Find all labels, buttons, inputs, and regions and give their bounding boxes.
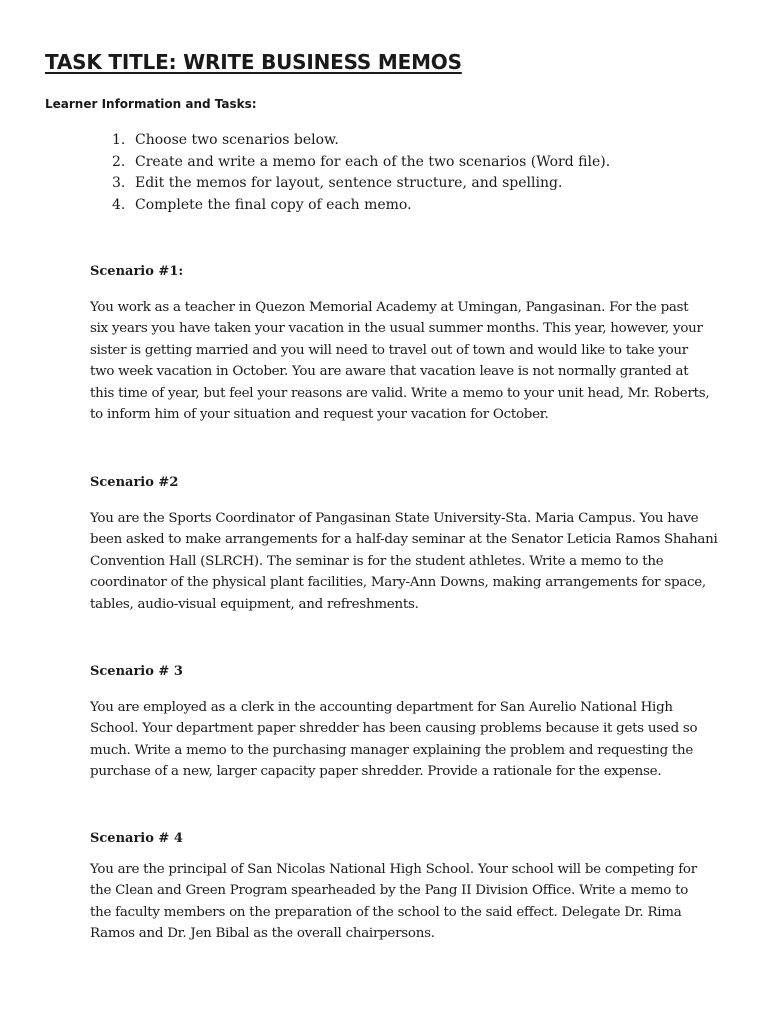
paragraph-line: this time of year, but feel your reasons are valid. Write a memo to your unit head, Mr. Roberts, bbox=[90, 385, 710, 401]
scenario-4-body bbox=[90, 859, 740, 945]
scenario-2-heading: Scenario #2 bbox=[90, 475, 179, 490]
paragraph-line: You work as a teacher in Quezon Memorial Academy at Umingan, Pangasinan. For the past bbox=[90, 300, 689, 315]
paragraph-line: sister is getting married and you will need to travel out of town and would like to take your bbox=[90, 342, 688, 358]
paragraph-line: the faculty members on the preparation of the school to the said effect. Delegate Dr. Rima bbox=[90, 904, 682, 920]
paragraph-line: Convention Hall (SLRCH). The seminar is for the student athletes. Write a memo to the bbox=[90, 553, 664, 569]
list-item-number: 2. bbox=[112, 153, 126, 170]
list-item-number: 1. bbox=[112, 132, 126, 148]
list-item bbox=[112, 173, 610, 195]
page-title: TASK TITLE: WRITE BUSINESS MEMOS bbox=[45, 50, 462, 74]
list-item-number: 4. bbox=[112, 196, 126, 213]
paragraph-line: You are employed as a clerk in the accounting department for San Aurelio National High bbox=[90, 700, 673, 715]
list-item-text: Complete the final copy of each memo. bbox=[135, 196, 412, 213]
paragraph-line: Ramos and Dr. Jen Bibal as the overall chairpersons. bbox=[90, 926, 435, 942]
task-list bbox=[112, 130, 610, 216]
list-item bbox=[112, 152, 610, 174]
paragraph-line: much. Write a memo to the purchasing manager explaining the problem and requesting the bbox=[90, 742, 694, 758]
paragraph-line: coordinator of the physical plant facilities, Mary-Ann Downs, making arrangements for space, bbox=[90, 575, 706, 591]
paragraph-line: been asked to make arrangements for a half-day seminar at the Senator Leticia Ramos Shahani bbox=[90, 532, 718, 548]
paragraph-line: the Clean and Green Program spearheaded by the Pang II Division Office. Write a memo to bbox=[90, 883, 689, 899]
list-item-number: 3. bbox=[112, 175, 126, 191]
scenario-4-heading: Scenario # 4 bbox=[90, 831, 183, 846]
list-item bbox=[112, 130, 610, 152]
scenario-1-body bbox=[90, 297, 740, 425]
list-item-text: Choose two scenarios below. bbox=[135, 132, 339, 148]
scenario-3-body bbox=[90, 697, 740, 783]
scenario-1-heading: Scenario #1: bbox=[90, 264, 184, 279]
section-subtitle: Learner Information and Tasks: bbox=[45, 97, 257, 111]
paragraph-line: You are the principal of San Nicolas National High School. Your school will be competing for bbox=[90, 862, 697, 877]
list-item-text: Edit the memos for layout, sentence structure, and spelling. bbox=[135, 175, 563, 191]
paragraph-line: You are the Sports Coordinator of Pangasinan State University-Sta. Maria Campus. You have bbox=[90, 511, 699, 526]
paragraph-line: purchase of a new, larger capacity paper shredder. Provide a rationale for the expense. bbox=[90, 764, 662, 780]
scenario-2-body bbox=[90, 508, 740, 615]
scenario-3-heading: Scenario # 3 bbox=[90, 664, 183, 679]
paragraph-line: to inform him of your situation and request your vacation for October. bbox=[90, 407, 549, 423]
paragraph-line: six years you have taken your vacation in the usual summer months. This year, however, your bbox=[90, 321, 703, 337]
list-item bbox=[112, 195, 610, 217]
paragraph-line: School. Your department paper shredder has been causing problems because it gets used so bbox=[90, 721, 698, 737]
list-item-text: Create and write a memo for each of the two scenarios (Word file). bbox=[135, 153, 611, 170]
paragraph-line: tables, audio-visual equipment, and refreshments. bbox=[90, 596, 419, 612]
paragraph-line: two week vacation in October. You are aware that vacation leave is not normally granted at bbox=[90, 364, 689, 380]
